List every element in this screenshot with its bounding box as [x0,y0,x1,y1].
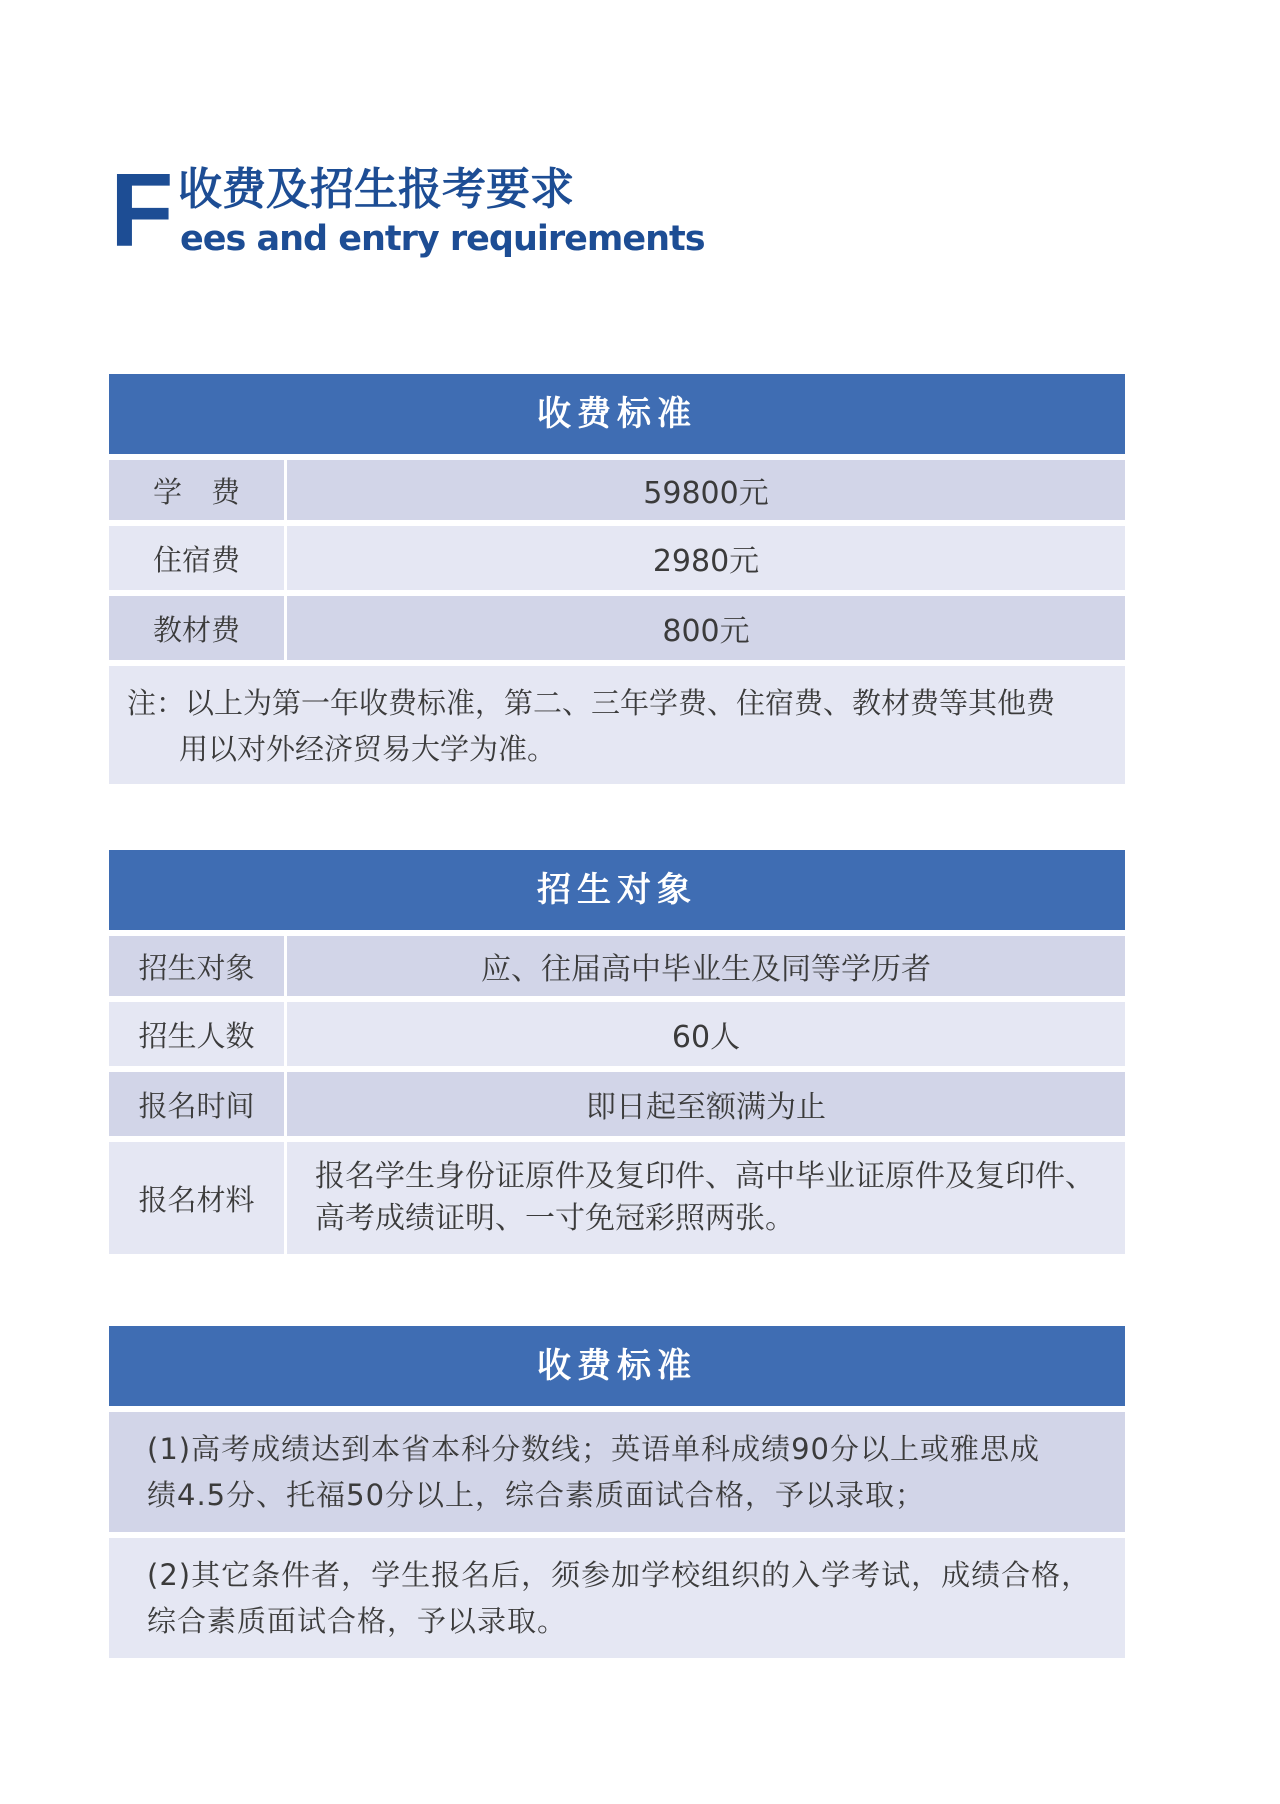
table-row [109,930,1125,996]
fees-note-line: 用以对外经济贸易大学为准。 [179,732,557,766]
table-row [109,1136,1125,1254]
row-value: 800元 [662,614,750,649]
admission-item-line: (2)其它条件者，学生报名后，须参加学校组织的入学考试，成绩合格， [147,1558,1092,1592]
table-row [109,1066,1125,1136]
row-label: 报名材料 [109,1142,287,1254]
admission-item-line: 绩4.5分、托福50分以上，综合素质面试合格，予以录取； [147,1478,926,1512]
admission-item [109,1538,1115,1658]
admission-table-header: 收费标准 [109,1326,1125,1406]
admission-item-line: 综合素质面试合格，予以录取。 [147,1604,568,1638]
fees-table [109,374,1125,784]
row-label: 报名时间 [109,1072,287,1136]
section-heading [110,153,710,269]
heading-initial-letter: F [110,153,174,269]
table-row [109,996,1125,1066]
admission-item [109,1412,1064,1532]
enrollment-table-header: 招生对象 [109,850,1125,930]
row-label: 学 费 [109,460,287,520]
row-label: 住宿费 [109,526,287,590]
table-row [109,454,1125,520]
row-value: 即日起至额满为止 [586,1090,826,1125]
fees-table-header: 收费标准 [109,374,1125,454]
row-label: 招生对象 [109,936,287,996]
materials-line: 报名学生身份证原件及复印件、高中毕业证原件及复印件、 [315,1159,1095,1194]
row-label: 教材费 [109,596,287,660]
admission-item-line: (1)高考成绩达到本省本科分数线；英语单科成绩90分以上或雅思成 [147,1432,1040,1466]
row-label: 招生人数 [109,1002,287,1066]
enrollment-table [109,850,1125,1254]
row-value [287,1142,1125,1254]
heading-title-english: ees and entry requirements [180,219,705,259]
table-row [109,520,1125,590]
list-item [109,1532,1125,1658]
fees-note [109,666,1075,784]
admission-table [109,1326,1125,1658]
row-value: 59800元 [643,476,769,511]
row-value: 2980元 [652,544,760,579]
row-value: 60人 [671,1020,741,1055]
fees-note-row [109,660,1125,784]
fees-note-line: 注：以上为第一年收费标准，第二、三年学费、住宿费、教材费等其他费 [127,686,1056,720]
materials-line: 高考成绩证明、一寸免冠彩照两张。 [315,1201,795,1236]
table-row [109,590,1125,660]
row-value: 应、往届高中毕业生及同等学历者 [481,952,931,987]
list-item [109,1406,1125,1532]
heading-title-chinese: 收费及招生报考要求 [178,164,574,215]
